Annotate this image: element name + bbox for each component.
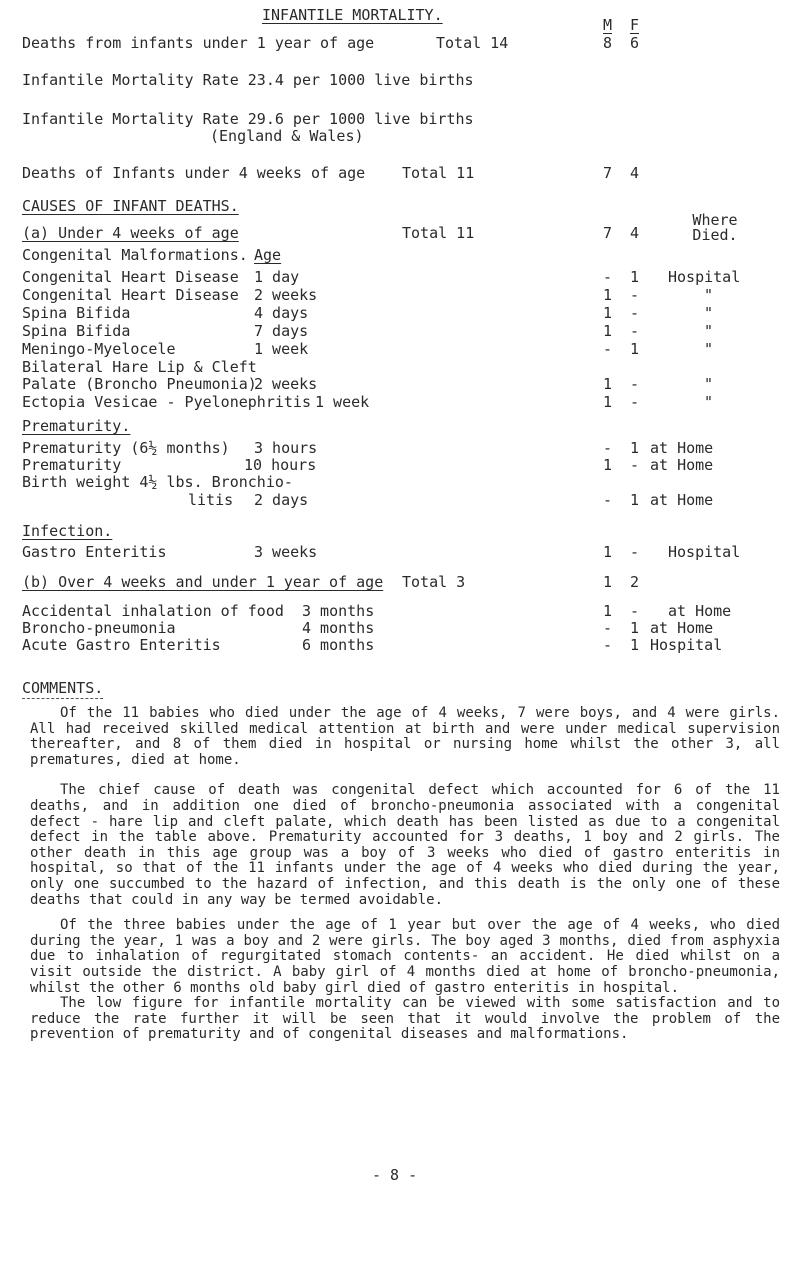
summary-under4w-label: Deaths of Infants under 4 weeks of age [22, 164, 366, 182]
cause-where: Hospital [668, 268, 741, 286]
cause-age: 2 days [254, 491, 309, 509]
cause-age: 2 weeks [254, 375, 318, 393]
cause-f: 1 [630, 268, 640, 286]
cause-m: - [603, 439, 613, 457]
cause-row: Bilateral Hare Lip & Cleft [22, 358, 257, 376]
cause-m: - [603, 619, 613, 637]
cause-m: 1 [603, 322, 613, 340]
group-heading-infection: Infection. [22, 522, 113, 540]
summary-under4w-m: 7 [603, 164, 613, 182]
cause-where: " [704, 304, 714, 322]
summary-deaths-label: Deaths from infants under 1 year of age [22, 34, 375, 52]
cause-age: 6 months [302, 636, 375, 654]
cause-f: - [630, 393, 640, 411]
cause-age: 4 months [302, 619, 375, 637]
cause-f: - [630, 375, 640, 393]
cause-f: - [630, 286, 640, 304]
cause-row: Congenital Heart Disease [22, 286, 239, 304]
section-a-m: 7 [603, 224, 613, 242]
comments-body [30, 706, 780, 1043]
group-heading-prematurity: Prematurity. [22, 417, 131, 435]
cause-row: Spina Bifida [22, 304, 131, 322]
comment-paragraph: Of the three babies under the age of 1 year but over the age of 4 weeks, who died during the year, 1 was a boy and 2 were girls. The boy aged 3 months, died from asphyxia due to inhalation of regurgitated stomach contents- an accident. He died whilst on a visit outside the district. A baby girl of 4 months died at home of broncho-pneumonia, whilst the other 6 months old baby girl died of gastro enteritis in hospital. [30, 917, 780, 996]
cause-row-cont: Palate (Broncho Pneumonia) [22, 375, 257, 393]
cause-row: Prematurity (6½ months) [22, 439, 230, 457]
cause-row: Spina Bifida [22, 322, 131, 340]
cause-f: 1 [630, 340, 640, 358]
cause-f: 1 [630, 439, 640, 457]
cause-where: at Home [650, 439, 714, 457]
cause-f: - [630, 456, 640, 474]
cause-where: " [704, 340, 714, 358]
section-a-total: Total 11 [402, 224, 475, 242]
summary-deaths-total: Total 14 [436, 34, 509, 52]
cause-m: 1 [603, 393, 613, 411]
where-died-heading: Where Died. [692, 211, 738, 244]
cause-m: 1 [603, 456, 613, 474]
section-a-heading: (a) Under 4 weeks of age [22, 224, 239, 242]
section-a-f: 4 [630, 224, 640, 242]
cause-row: Acute Gastro Enteritis [22, 636, 221, 654]
summary-rate-local: Infantile Mortality Rate 23.4 per 1000 live births [22, 71, 474, 89]
comments-heading: COMMENTS. [22, 679, 104, 697]
summary-under4w-f: 4 [630, 164, 640, 182]
cause-age: 1 week [315, 393, 370, 411]
cause-where: " [704, 322, 714, 340]
comment-paragraph: The chief cause of death was congenital defect which accounted for 6 of the 11 deaths, and in addition one died of broncho-pneumonia associated with a congenital defect - hare lip and cleft palate, which death has been listed as due to a congenital defect in the table above. Prematurity accounted for 3 deaths, 1 boy and 2 girls. The other death in this age group was a boy of 3 weeks who died of gastro enteritis in hospital, so that of the 11 infants under the age of 4 weeks who died during the year, only one succumbed to the hazard of infection, and this death is the only one of these deaths that could in any way be termed avoidable. [30, 782, 780, 908]
cause-age: 3 weeks [254, 543, 318, 561]
cause-m: - [603, 340, 613, 358]
group-heading-congenital: Congenital Malformations. [22, 246, 248, 264]
section-b-m: 1 [603, 573, 613, 591]
cause-where: " [704, 286, 714, 304]
cause-m: 1 [603, 286, 613, 304]
cause-row: Meningo-Myelocele [22, 340, 176, 358]
cause-m: - [603, 636, 613, 654]
cause-row: Gastro Enteritis [22, 543, 167, 561]
cause-f: - [630, 602, 640, 620]
cause-age: 3 hours [254, 439, 318, 457]
cause-f: - [630, 322, 640, 340]
cause-f: - [630, 304, 640, 322]
cause-where: at Home [650, 456, 714, 474]
section-b-f: 2 [630, 573, 640, 591]
cause-where: Hospital [668, 543, 741, 561]
cause-age: 7 days [254, 322, 309, 340]
cause-row: Accidental inhalation of food [22, 602, 284, 620]
section-b-heading: (b) Over 4 weeks and under 1 year of age [22, 573, 384, 591]
cause-row: Prematurity [22, 456, 122, 474]
summary-rate-national-sub: (England & Wales) [210, 127, 364, 145]
page-title: INFANTILE MORTALITY. [262, 6, 443, 24]
cause-row-cont: litis [188, 491, 234, 509]
summary-deaths-f: 6 [630, 34, 640, 52]
cause-m: 1 [603, 375, 613, 393]
comment-paragraph: The low figure for infantile mortality can be viewed with some satisfaction and to reduce the rate further it will be seen that it would involve the problem of the prevention of prematurity and of congenital diseases and malformations. [30, 995, 780, 1043]
cause-where: at Home [650, 619, 714, 637]
cause-f: 1 [630, 491, 640, 509]
cause-age: 1 day [254, 268, 300, 286]
causes-heading: CAUSES OF INFANT DEATHS. [22, 197, 239, 215]
cause-f: 1 [630, 636, 640, 654]
page-number: - 8 - [372, 1166, 418, 1184]
summary-deaths-m: 8 [603, 34, 613, 52]
cause-row: Ectopia Vesicae - Pyelonephritis [22, 393, 311, 411]
cause-where: " [704, 375, 714, 393]
col-header-f: F [630, 16, 640, 34]
cause-age: 3 months [302, 602, 375, 620]
summary-under4w-total: Total 11 [402, 164, 475, 182]
cause-m: - [603, 491, 613, 509]
cause-age: 10 hours [244, 456, 317, 474]
age-heading: Age [254, 246, 282, 264]
cause-f: - [630, 543, 640, 561]
summary-rate-national: Infantile Mortality Rate 29.6 per 1000 live births [22, 110, 474, 128]
cause-m: 1 [603, 602, 613, 620]
cause-row: Congenital Heart Disease [22, 268, 239, 286]
cause-m: 1 [603, 304, 613, 322]
cause-m: - [603, 268, 613, 286]
cause-where: at Home [650, 491, 714, 509]
cause-age: 4 days [254, 304, 309, 322]
cause-age: 1 week [254, 340, 309, 358]
cause-m: 1 [603, 543, 613, 561]
comment-paragraph: Of the 11 babies who died under the age of 4 weeks, 7 were boys, and 4 were girls. All had received skilled medical attention at birth and were under medical supervision thereafter, and 8 of them died in hospital or nursing home whilst the other 3, all prematures, died at home. [30, 705, 780, 768]
cause-where: at Home [668, 602, 732, 620]
cause-row: Broncho-pneumonia [22, 619, 176, 637]
section-b-total: Total 3 [402, 573, 466, 591]
cause-where: " [704, 393, 714, 411]
cause-age: 2 weeks [254, 286, 318, 304]
cause-where: Hospital [650, 636, 723, 654]
col-header-m: M [603, 16, 613, 34]
cause-row: Birth weight 4½ lbs. Bronchio- [22, 473, 293, 491]
cause-f: 1 [630, 619, 640, 637]
